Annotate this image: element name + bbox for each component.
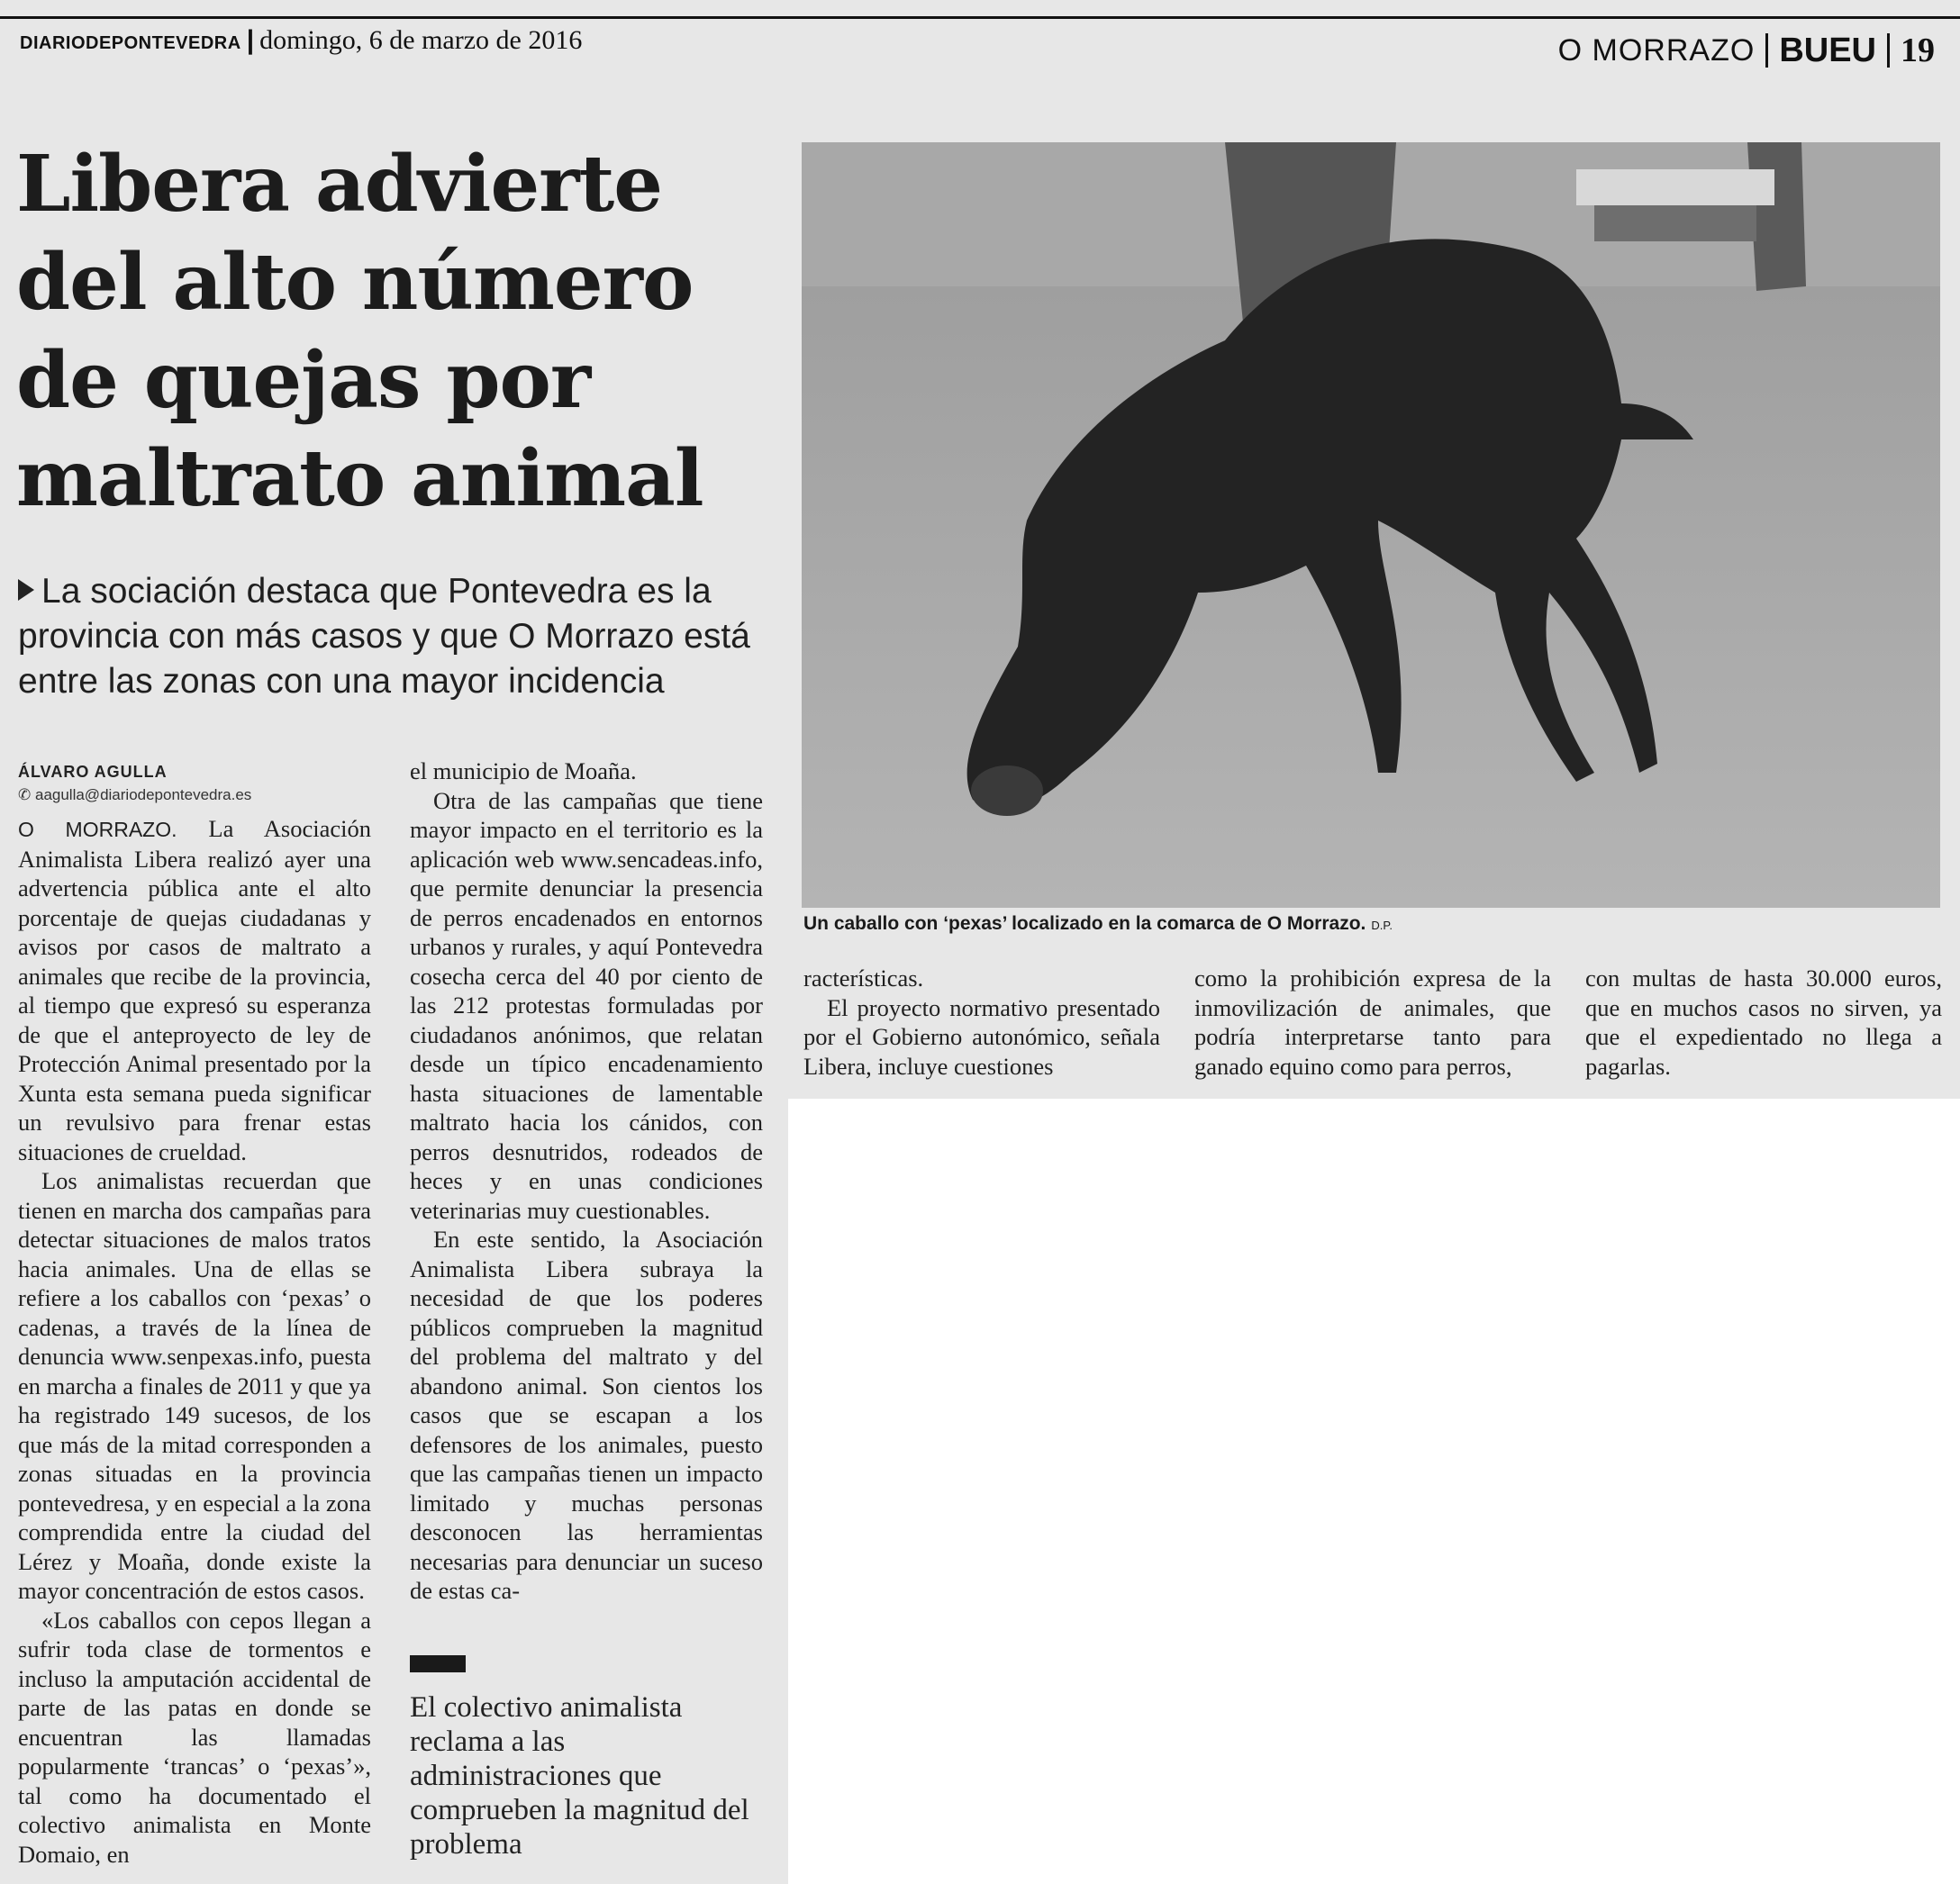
paragraph-text: La Asociación Animalista Libera realizó ayer una advertencia pública ante el alto porcentaje de quejas ciudadanas y avisos por casos de maltrato a animales que recibe de la provincia, al tiempo que expresó su esperanza de que el anteproyecto de ley de Protección Animal presentado por la Xunta esta semana pueda significar un revulsivo para frenar estas situaciones de crueldad. — [18, 815, 372, 1165]
section-town: BUEU — [1779, 31, 1876, 69]
photo-credit: D.P. — [1371, 919, 1393, 932]
paragraph: El proyecto normativo presentado por el Gobierno autonómico, señala Libera, incluye cuestiones — [803, 993, 1160, 1080]
article-column-4 — [1194, 964, 1551, 1081]
byline-author: ÁLVARO AGULLA — [18, 763, 168, 781]
paragraph: el municipio de Moaña. — [410, 757, 637, 784]
byline-email-text: aagulla@diariodepontevedra.es — [34, 786, 252, 803]
article-column-3 — [803, 964, 1160, 1081]
byline-email — [18, 786, 396, 804]
paragraph — [18, 814, 371, 1166]
paragraph: Otra de las campañas que tiene mayor impacto en el territorio es la aplicación web www.sencadeas.info, que permite denunciar la presencia de perros encadenados en entornos urbanos y rurales, y aquí Pontevedra cosecha cerca del 40 por ciento de las 212 protestas formuladas por ciudadanos anónimos, que relatan desde un típico encadenamiento hasta situaciones de lamentable maltrato hacia los cánidos, con perros desnutridos, rodeados de heces y en unas condiciones veterinarias muy cuestionables. — [410, 786, 763, 1224]
caption-text: Un caballo con ‘pexas’ localizado en la comarca de O Morrazo. — [803, 913, 1366, 934]
publication-date: domingo, 6 de marzo de 2016 — [259, 25, 583, 55]
newspaper-name: DIARIODEPONTEVEDRA — [20, 33, 241, 53]
masthead — [20, 25, 582, 61]
bench-shadow — [1594, 205, 1756, 241]
page-number: 19 — [1901, 32, 1935, 69]
pullquote-bar — [410, 1655, 466, 1672]
masthead-separator: | — [246, 25, 255, 55]
article-column-5 — [1585, 964, 1942, 1081]
horse-muzzle — [971, 765, 1043, 816]
article-photo — [802, 142, 1940, 908]
paragraph: como la prohibición expresa de la inmovilización de animales, que podría interpretarse tanto para ganado equino como para perros, — [1194, 965, 1551, 1080]
top-rule — [0, 16, 1960, 19]
article-column-2 — [410, 756, 763, 1606]
article-subhead — [18, 569, 775, 704]
subhead-text: La sociación destaca que Pontevedra es la provincia con más casos y que O Morrazo está entre las zonas con una mayor incidencia — [18, 572, 750, 701]
stone-bench — [1576, 169, 1774, 205]
section-divider — [1887, 33, 1890, 68]
email-icon: ✆ — [18, 786, 32, 803]
pullquote: El colectivo animalista reclama a las administraciones que comprueben la magnitud del problema — [410, 1691, 749, 1861]
section-region: O MORRAZO — [1557, 32, 1756, 68]
paragraph: «Los caballos con cepos llegan a sufrir toda clase de tormentos e incluso la amputación accidental de parte de las patas en donde se encuentran las llamadas popularmente ‘trancas’ o ‘pexas’», tal como ha documentado el colectivo animalista en Monte Domaio, en — [18, 1606, 371, 1868]
section-header — [1558, 29, 1935, 72]
article-headline: Libera advierte del alto número de quejas por maltrato animal — [16, 139, 703, 524]
triangle-bullet-icon — [18, 579, 34, 601]
paragraph: con multas de hasta 30.000 euros, que en muchos casos no sirven, ya que el expedientado no llega a pagarlas. — [1585, 965, 1942, 1080]
section-divider — [1765, 33, 1768, 68]
paragraph: En este sentido, la Asociación Animalista Libera subraya la necesidad de que los poderes públicos comprueben la magnitud del problema del maltrato y del abandono animal. Son cientos los casos que se escapan a los defensores de los animales, puesto que las campañas tienen un impacto limitado y muchas personas desconocen las herramientas necesarias para denunciar un suceso de estas ca- — [410, 1226, 763, 1604]
horse-photo-illustration — [802, 142, 1940, 908]
article-column-1 — [18, 814, 371, 1869]
paragraph: racterísticas. — [803, 965, 924, 992]
dateline: O MORRAZO. — [18, 818, 177, 841]
photo-caption — [803, 913, 1938, 935]
paragraph: Los animalistas recuerdan que tienen en marcha dos campañas para detectar situaciones de malos tratos hacia animales. Una de ellas se refiere a los caballos con ‘pexas’ o cadenas, a través de la línea de denuncia www.senpexas.info, puesta en marcha a finales de 2011 y que ya ha registrado 149 sucesos, de los que más de la mitad corresponden a zonas situadas en la provincia pontevedresa, y en especial a la zona comprendida entre la ciudad del Lérez y Moaña, donde existe la mayor concentración de estos casos. — [18, 1167, 371, 1604]
